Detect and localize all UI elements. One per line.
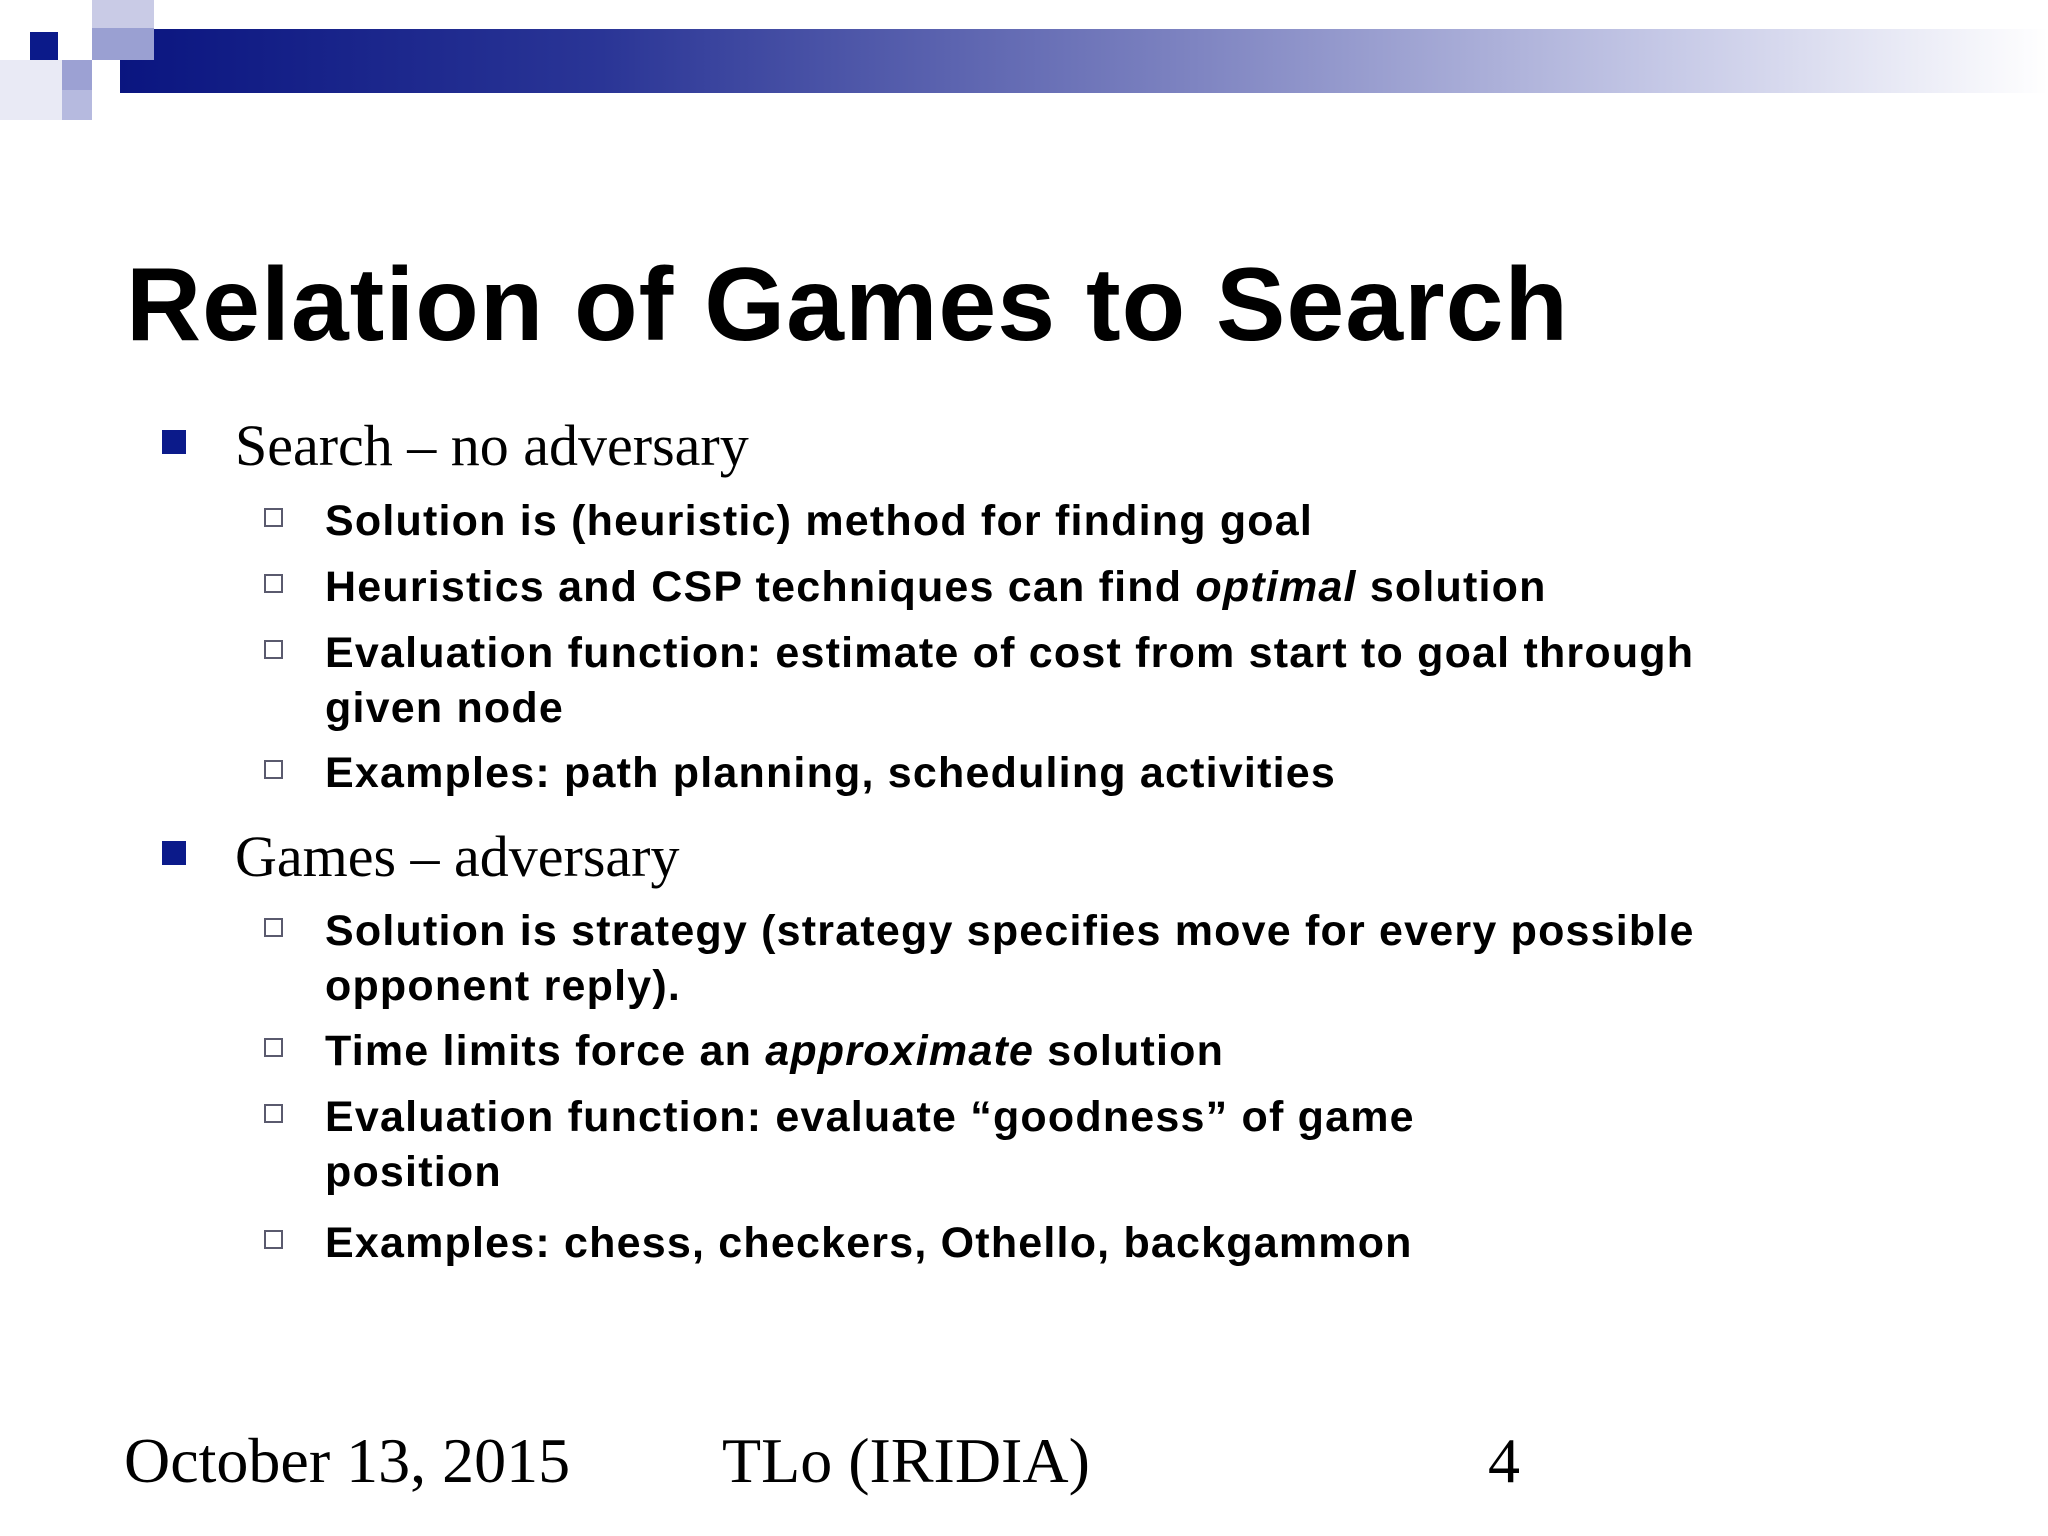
footer-author: TLo (IRIDIA) bbox=[722, 1425, 1090, 1496]
square-bullet-icon bbox=[162, 430, 186, 454]
hollow-square-bullet-icon bbox=[264, 760, 283, 779]
hollow-square-bullet-icon bbox=[264, 1230, 283, 1249]
bullet-point bbox=[325, 1024, 1785, 1079]
section-heading: Games – adversary bbox=[235, 824, 680, 889]
bullet-point: Examples: chess, checkers, Othello, backgammon bbox=[325, 1219, 1413, 1267]
hollow-square-bullet-icon bbox=[264, 508, 283, 527]
bullet-point: Evaluation function: evaluate “goodness” of game position bbox=[325, 1093, 1415, 1196]
hollow-square-bullet-icon bbox=[264, 1104, 283, 1123]
section-heading: Search – no adversary bbox=[235, 413, 749, 478]
bullet-text: Heuristics and CSP techniques can find bbox=[325, 563, 1196, 611]
bullet-text: solution bbox=[1034, 1027, 1225, 1075]
hollow-square-bullet-icon bbox=[264, 1038, 283, 1057]
bullet-point: Solution is strategy (strategy specifies move for every possible opponent reply). bbox=[325, 907, 1695, 1010]
bullet-text: Time limits force an bbox=[325, 1027, 766, 1075]
bullet-point: Solution is (heuristic) method for finding goal bbox=[325, 497, 1314, 545]
bullet-text: solution bbox=[1356, 563, 1547, 611]
hollow-square-bullet-icon bbox=[264, 918, 283, 937]
emphasis-text: optimal bbox=[1195, 563, 1357, 611]
square-bullet-icon bbox=[162, 841, 186, 865]
hollow-square-bullet-icon bbox=[264, 640, 283, 659]
bullet-point: Evaluation function: estimate of cost from start to goal through given node bbox=[325, 629, 1695, 732]
footer-date: October 13, 2015 bbox=[124, 1425, 571, 1496]
slide-title: Relation of Games to Search bbox=[126, 247, 1569, 363]
hollow-square-bullet-icon bbox=[264, 574, 283, 593]
bullet-point bbox=[325, 560, 1785, 615]
bullet-point: Examples: path planning, scheduling activities bbox=[325, 749, 1336, 797]
emphasis-text: approximate bbox=[765, 1027, 1035, 1075]
footer-page-number: 4 bbox=[1488, 1425, 1520, 1496]
